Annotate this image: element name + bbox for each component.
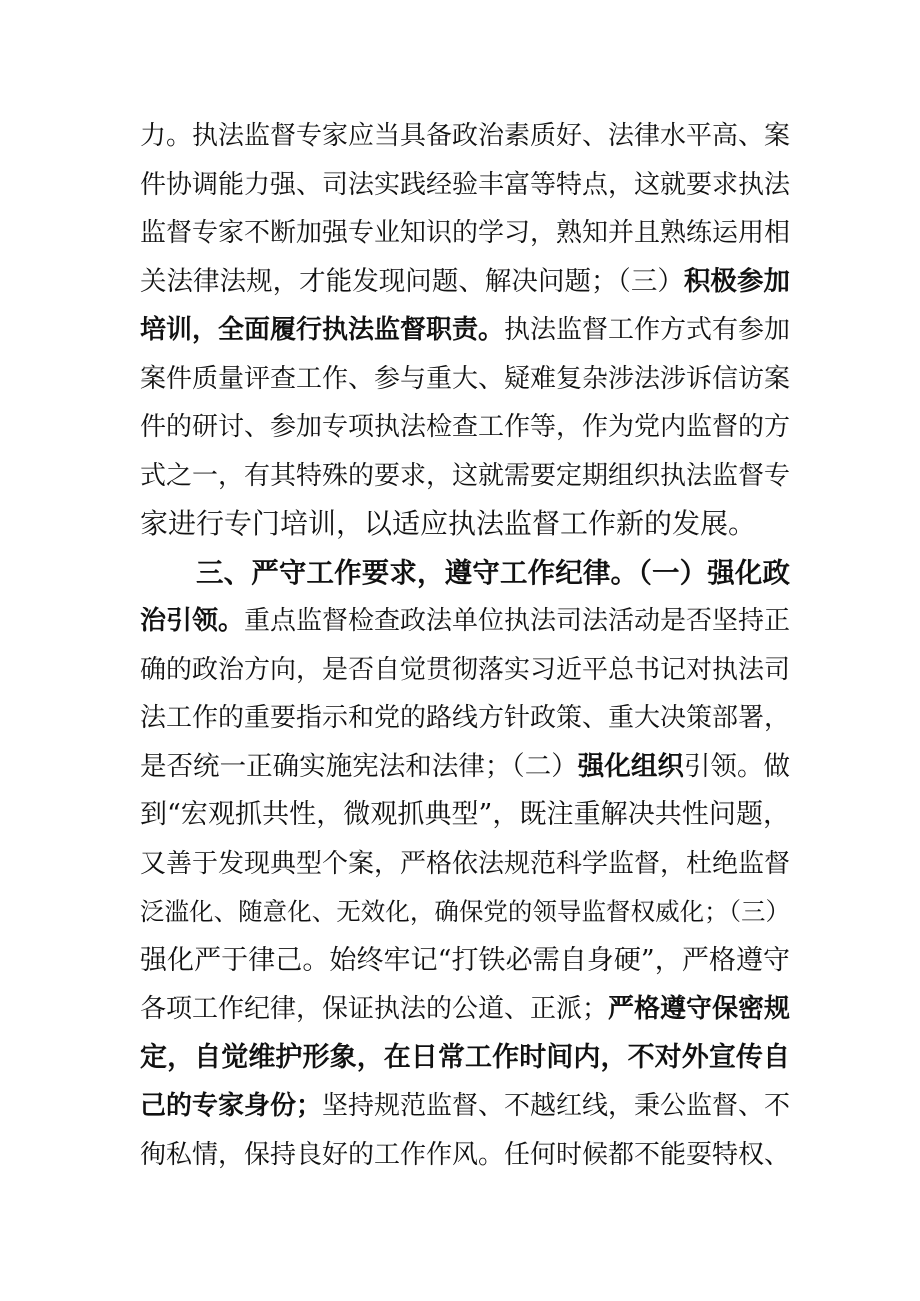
- text-line: [140, 694, 790, 743]
- text-line: [140, 112, 790, 161]
- text-line: [140, 161, 790, 210]
- text-run: 件的研讨、参加专项执法检查工作等，作为党内监督的方: [140, 412, 790, 442]
- text-run: 重点监督检查政法单位执法司法活动是否坚持正: [244, 606, 790, 636]
- text-line: [140, 888, 790, 937]
- text-line: [140, 840, 790, 889]
- text-line: [140, 937, 790, 986]
- text-run: 引领。做: [683, 750, 790, 782]
- text-run: 是否统一正确实施宪法和法律；（二）: [140, 750, 578, 782]
- bold-text-run: 三、严守工作要求，遵守工作纪律。（一）强化政: [196, 556, 790, 589]
- text-line: [140, 452, 790, 501]
- text-run: 又善于发现典型个案，严格依法规范科学监督，杜绝监督: [140, 848, 790, 879]
- text-line: [140, 985, 790, 1034]
- text-run: 徇私情，保持良好的工作作风。任何时候都不能耍特权、: [140, 1139, 790, 1170]
- text-line: [140, 306, 790, 355]
- text-line: [140, 355, 790, 404]
- text-run: 各项工作纪律，保证执法的公道、正派；: [140, 994, 609, 1024]
- text-run: 案件质量评查工作、参与重大、疑难复杂涉法涉诉信访案: [140, 363, 790, 394]
- text-line: [140, 209, 790, 258]
- text-line: [140, 597, 790, 646]
- text-run: 监督专家不断加强专业知识的学习，熟知并且熟练运用相: [140, 218, 790, 248]
- text-line: [140, 1082, 790, 1131]
- bold-text-run: 己的专家身份；: [140, 1091, 323, 1121]
- text-line: [140, 1131, 790, 1180]
- text-line: [140, 1034, 790, 1083]
- text-run: 泛滥化、随意化、无效化，确保党的领导监督权威化；（三）: [140, 897, 790, 926]
- text-line: [140, 500, 790, 549]
- bold-text-run: 强化组织: [577, 750, 684, 782]
- text-run: 法工作的重要指示和党的路线方针政策、重大决策部署，: [140, 703, 790, 733]
- bold-text-run: 积极参加: [683, 265, 790, 297]
- body-text: [140, 112, 790, 1179]
- text-line: [140, 743, 790, 792]
- text-run: 关法律法规，才能发现问题、解决问题；（三）: [140, 265, 684, 297]
- text-run: 到“宏观抓共性，微观抓典型”，既注重解决共性问题，: [140, 799, 790, 830]
- section-heading-line: [140, 549, 790, 598]
- bold-text-run: 治引领。: [140, 606, 245, 636]
- text-run: 坚持规范监督、不越红线，秉公监督、不: [322, 1091, 790, 1121]
- bold-text-run: 严格遵守保密规: [608, 994, 790, 1024]
- text-line: [140, 791, 790, 840]
- text-line: [140, 646, 790, 695]
- text-run: 执法监督工作方式有参加: [504, 315, 790, 345]
- text-run: 确的政治方向，是否自觉贯彻落实习近平总书记对执法司: [140, 654, 790, 685]
- text-run: 式之一，有其特殊的要求，这就需要定期组织执法监督专: [140, 460, 790, 491]
- text-line: [140, 403, 790, 452]
- bold-text-run: 定，自觉维护形象，在日常工作时间内，不对外宣传自: [140, 1041, 790, 1073]
- text-run: 家进行专门培训，以适应执法监督工作新的发展。: [140, 507, 757, 540]
- text-run: 力。执法监督专家应当具备政治素质好、法律水平高、案: [140, 121, 790, 151]
- text-run: 件协调能力强、司法实践经验丰富等特点，这就要求执法: [140, 169, 790, 200]
- text-line: [140, 258, 790, 307]
- text-run: 强化严于律己。始终牢记“打铁必需自身硬”，严格遵守: [140, 944, 790, 976]
- bold-text-run: 培训，全面履行执法监督职责。: [140, 315, 505, 345]
